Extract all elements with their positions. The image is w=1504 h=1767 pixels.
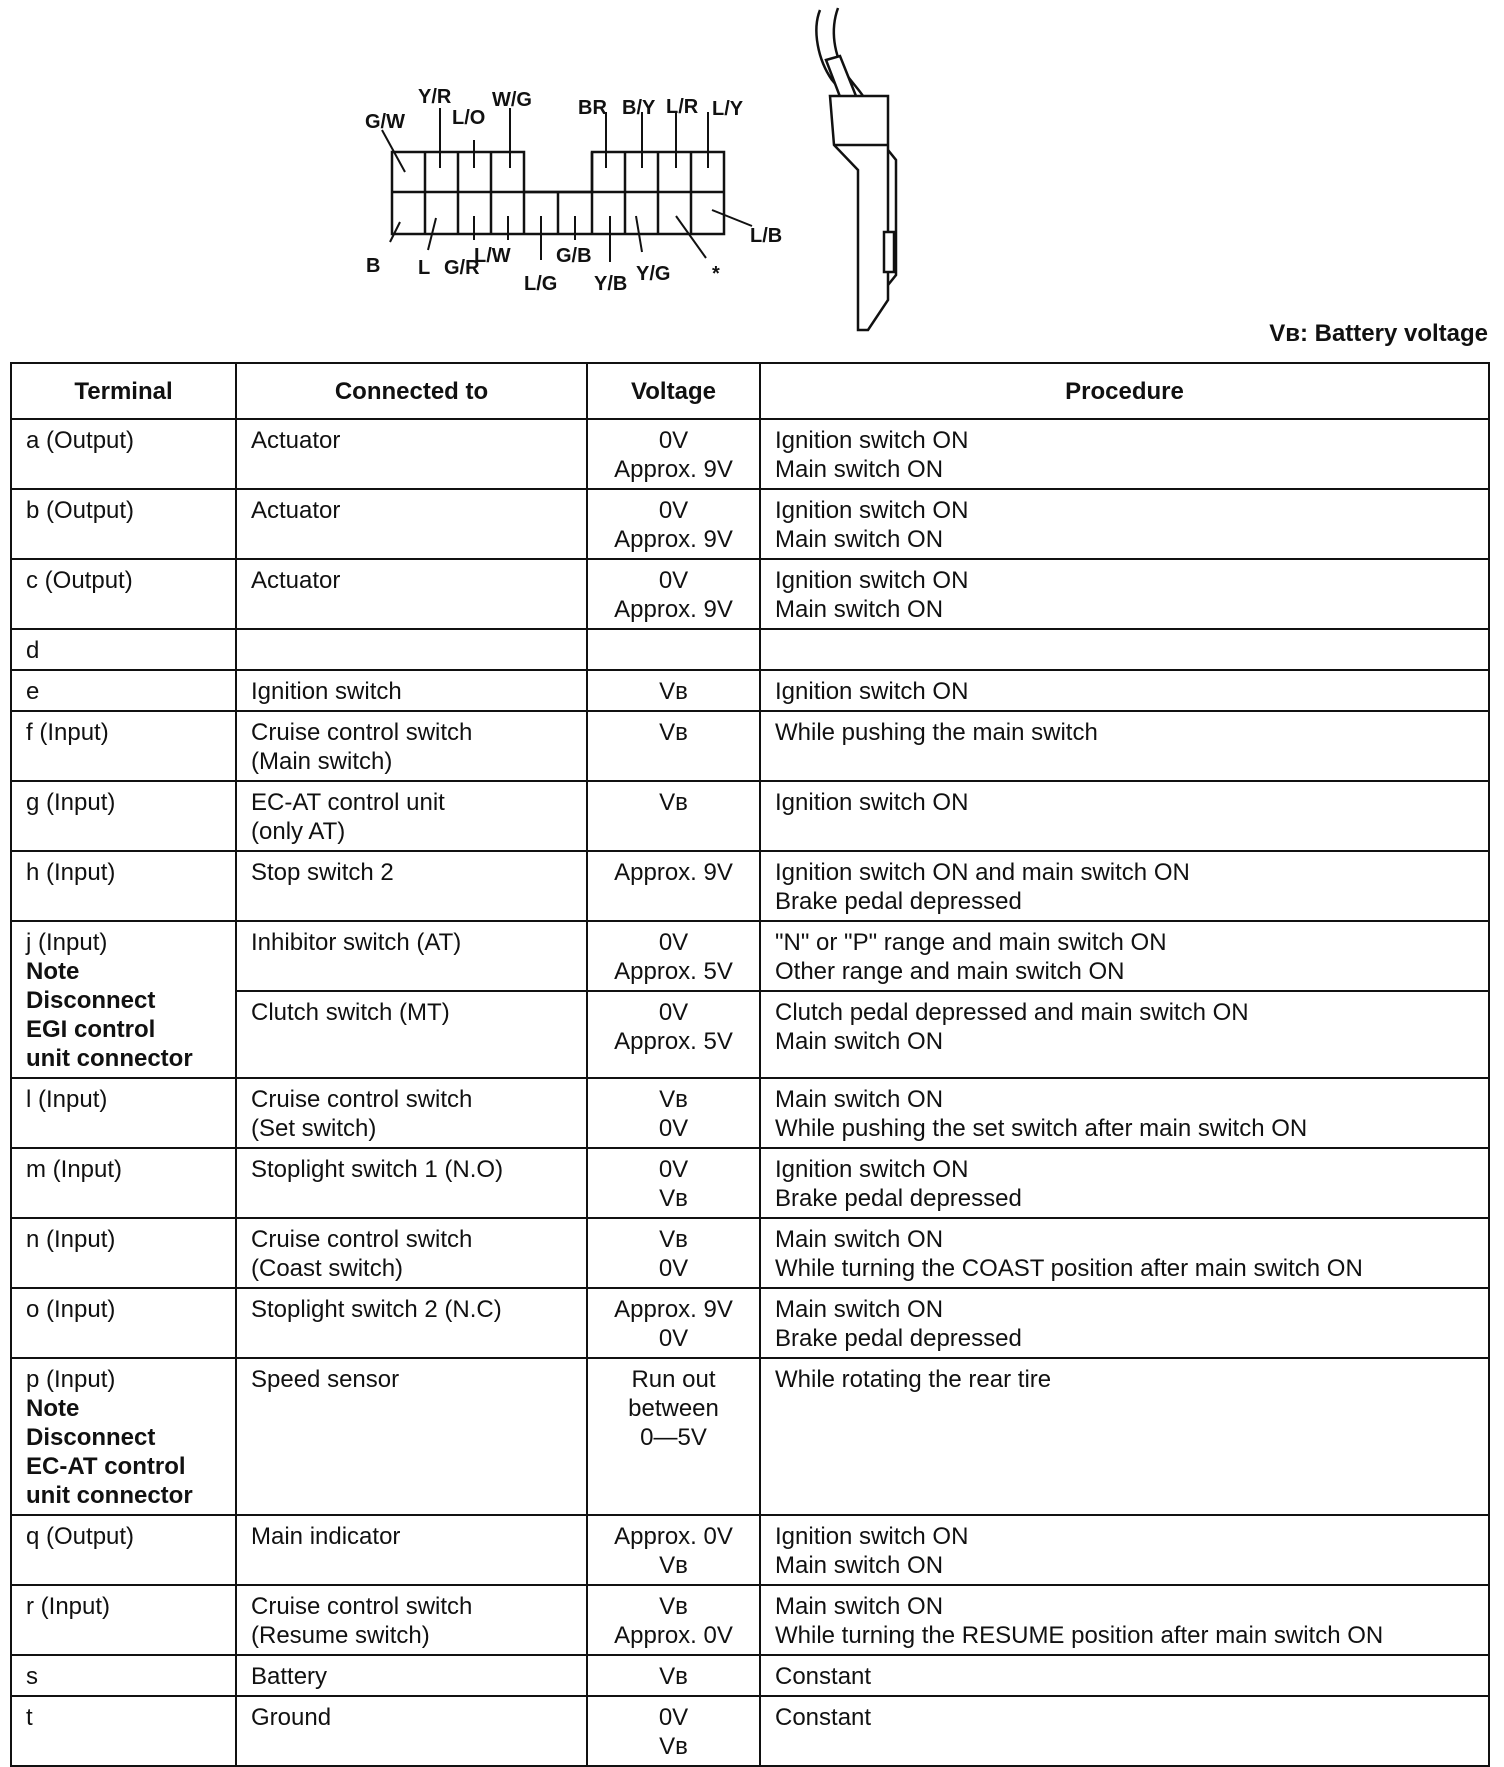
voltage-cell [587,1696,760,1766]
voltage-cell-line: Approx. 9V [614,859,733,886]
procedure-cell-line: Other range and main switch ON [775,958,1125,985]
terminal-label: t [26,1704,33,1731]
procedure-cell-line: Brake pedal depressed [775,888,1022,915]
procedure-cell-line: While pushing the set switch after main switch ON [775,1115,1308,1142]
wire-label-lg: L/G [524,273,558,295]
procedure-cell-line: Ignition switch ON [775,789,969,816]
header-connected-to: Connected to [236,363,587,419]
terminal-label: s [26,1663,38,1690]
voltage-cell-line: Approx. 9V [614,456,733,483]
connected-to-cell-line: Ground [251,1704,332,1731]
header-voltage: Voltage [587,363,760,419]
terminal-note-line: EC-AT control [26,1453,186,1480]
terminal-cell [11,1148,236,1218]
procedure-cell-line: "N" or "P" range and main switch ON [775,929,1167,956]
table-row [11,851,1489,921]
voltage-cell-line: 0V [658,929,689,956]
procedure-cell [760,1655,1489,1696]
terminal-label: o (Input) [26,1296,116,1323]
terminal-label: f (Input) [26,719,109,746]
procedure-cell [760,781,1489,851]
wire-label-by: B/Y [622,97,656,119]
procedure-cell [760,1148,1489,1218]
table-row [11,489,1489,559]
voltage-cell-line: 0V [658,1255,689,1282]
procedure-cell-line: Brake pedal depressed [775,1185,1022,1212]
connected-to-cell-line: (Main switch) [251,748,393,775]
procedure-cell-line: Main switch ON [775,1552,944,1579]
procedure-cell-line: Main switch ON [775,596,944,623]
voltage-cell-line: 0V [658,1156,689,1183]
voltage-cell [587,1148,760,1218]
terminal-label: r (Input) [26,1593,111,1620]
wire-label-star: * [712,263,720,285]
terminal-label: p (Input) [26,1366,116,1393]
voltage-cell-line: Vв [659,1226,688,1253]
connector-body [392,152,724,234]
procedure-cell [760,419,1489,489]
table-row [11,1585,1489,1655]
connected-to-cell-line: Cruise control switch [251,1593,473,1620]
connected-to-cell [236,1358,587,1515]
procedure-cell [760,1288,1489,1358]
connected-to-cell [236,559,587,629]
table-row [11,1078,1489,1148]
voltage-cell [587,489,760,559]
terminal-label: b (Output) [26,497,135,524]
connected-to-cell [236,1218,587,1288]
wire-label-gr: G/R [444,257,480,279]
procedure-cell-line: While pushing the main switch [775,719,1098,746]
connected-to-cell-line: Main indicator [251,1523,401,1550]
terminal-note-line: EGI control [26,1016,156,1043]
terminal-note-line: Note [26,958,80,985]
voltage-cell-line: Approx. 9V [614,596,733,623]
wire-label-yr: Y/R [418,86,452,108]
table-row [11,921,1489,991]
table-row [11,670,1489,711]
connected-to-cell-line: Stoplight switch 2 (N.C) [251,1296,502,1323]
table-row [11,1515,1489,1585]
procedure-cell-line: While rotating the rear tire [775,1366,1052,1393]
table-row [11,1655,1489,1696]
terminal-cell [11,1358,236,1515]
procedure-cell [760,1078,1489,1148]
connected-to-cell-line: Cruise control switch [251,1226,473,1253]
terminal-label: n (Input) [26,1226,116,1253]
voltage-cell [587,1655,760,1696]
wire-label-b: B [366,255,381,277]
voltage-cell [587,1078,760,1148]
voltage-cell-line: Vв [659,719,688,746]
connected-to-cell [236,991,587,1078]
terminal-label: g (Input) [26,789,116,816]
procedure-cell-line: Ignition switch ON and main switch ON [775,859,1190,886]
connected-to-cell [236,921,587,991]
connected-to-cell-line: Stoplight switch 1 (N.O) [251,1156,504,1183]
top-wire-labels [365,86,744,133]
procedure-cell-line: Brake pedal depressed [775,1325,1022,1352]
procedure-cell-line: Clutch pedal depressed and main switch ON [775,999,1249,1027]
voltage-cell [587,559,760,629]
table-row [11,781,1489,851]
voltage-cell [587,851,760,921]
terminal-label: q (Output) [26,1523,135,1550]
terminal-label: m (Input) [26,1156,123,1183]
terminal-note-line: Note [26,1395,80,1422]
connected-to-cell [236,1696,587,1766]
terminal-cell [11,1288,236,1358]
connected-to-cell-line: (Set switch) [251,1115,377,1142]
connected-to-cell-line: Cruise control switch [251,1086,473,1113]
procedure-cell-line: Main switch ON [775,1028,944,1056]
procedure-cell-line: While turning the RESUME position after main switch ON [775,1622,1384,1649]
connected-to-cell-line: Battery [251,1663,328,1690]
voltage-cell-line: 0V [658,427,689,454]
connected-to-cell [236,1655,587,1696]
procedure-cell [760,991,1489,1078]
procedure-cell-line: Ignition switch ON [775,567,969,594]
procedure-cell-line: Constant [775,1663,872,1690]
voltage-cell-line: Approx. 5V [614,958,733,985]
procedure-cell [760,1696,1489,1766]
battery-voltage-note: Vв: Battery voltage [1269,320,1488,347]
procedure-cell-line: Main switch ON [775,526,944,553]
voltage-cell-line: 0—5V [640,1424,707,1451]
connected-to-cell-line: (Coast switch) [251,1255,404,1282]
procedure-cell-line: Main switch ON [775,456,944,483]
table-row [11,1288,1489,1358]
procedure-cell [760,921,1489,991]
voltage-cell-line: Vв [659,1552,688,1579]
voltage-cell [587,1288,760,1358]
terminal-cell [11,1585,236,1655]
connected-to-cell [236,489,587,559]
terminal-cell [11,419,236,489]
wire-label-lw: L/W [474,245,511,267]
terminal-cell [11,711,236,781]
header-terminal: Terminal [11,363,236,419]
voltage-cell-line: Vв [659,1733,688,1760]
terminal-note-line: unit connector [26,1482,193,1509]
connected-to-cell [236,1515,587,1585]
wire-label-lr: L/R [666,96,699,118]
procedure-cell-line: While turning the COAST position after main switch ON [775,1255,1363,1282]
voltage-cell [587,1218,760,1288]
procedure-cell-line: Ignition switch ON [775,427,969,454]
wire-label-br: BR [578,97,607,119]
connected-to-cell-line: (only AT) [251,818,346,845]
wire-label-gw: G/W [365,111,405,133]
voltage-cell [587,1515,760,1585]
terminal-cell [11,559,236,629]
wire-label-yg: Y/G [636,263,671,285]
procedure-cell [760,1218,1489,1288]
procedure-cell [760,559,1489,629]
procedure-cell-line: Main switch ON [775,1296,944,1323]
connected-to-cell [236,1078,587,1148]
terminal-cell [11,1655,236,1696]
voltage-cell [587,1585,760,1655]
voltage-cell-line: Vв [659,789,688,816]
procedure-cell [760,489,1489,559]
terminal-cell [11,1218,236,1288]
voltage-cell [587,629,760,670]
voltage-cell [587,1358,760,1515]
voltage-cell-line: 0V [658,567,689,594]
terminal-note-line: unit connector [26,1045,193,1072]
terminal-cell [11,1515,236,1585]
terminal-cell [11,1696,236,1766]
connected-to-cell [236,629,587,670]
voltage-cell-line: 0V [658,999,689,1027]
connected-to-cell [236,1585,587,1655]
wire-label-lo: L/O [452,107,486,129]
table-row [11,629,1489,670]
procedure-cell-line: Ignition switch ON [775,1156,969,1183]
voltage-cell-line: between [628,1395,719,1422]
wire-label-gb: G/B [556,245,592,267]
connected-to-cell-line: Inhibitor switch (AT) [251,929,462,956]
connected-to-cell-line: Ignition switch [251,678,402,705]
connected-to-cell [236,711,587,781]
connected-to-cell-line: Speed sensor [251,1366,400,1393]
table-row [11,1358,1489,1515]
connected-to-cell-line: Stop switch 2 [251,859,394,886]
voltage-cell-line: Vв [659,1086,688,1113]
voltage-cell-line: Approx. 9V [614,526,733,553]
voltage-cell [587,419,760,489]
terminal-label: a (Output) [26,427,135,454]
procedure-cell-line: Main switch ON [775,1226,944,1253]
terminal-cell [11,489,236,559]
voltage-cell-line: Run out [631,1366,716,1393]
connected-to-cell-line: (Resume switch) [251,1622,430,1649]
voltage-cell-line: Approx. 0V [614,1622,733,1649]
wire-leader-lines [382,108,752,262]
voltage-cell-line: 0V [658,1704,689,1731]
connected-to-cell [236,1148,587,1218]
connected-to-cell [236,419,587,489]
terminal-cell [11,629,236,670]
connector-diagram [0,0,1504,350]
table-row [11,1696,1489,1766]
voltage-cell-line: 0V [658,1325,689,1352]
voltage-cell-line: Vв [659,678,688,705]
voltage-cell-line: Vв [659,1593,688,1620]
terminal-cell [11,921,236,1078]
voltage-cell-line: Vв [659,1663,688,1690]
table-row [11,711,1489,781]
terminal-cell [11,1078,236,1148]
table-row [11,419,1489,489]
connected-to-cell-line: Actuator [251,567,341,594]
procedure-cell [760,851,1489,921]
terminal-label: c (Output) [26,567,133,594]
connected-to-cell-line: Cruise control switch [251,719,473,746]
procedure-cell [760,629,1489,670]
connector-side-view [816,8,896,330]
procedure-cell [760,1358,1489,1515]
connected-to-cell-line: Actuator [251,427,341,454]
wire-label-yb: Y/B [594,273,628,295]
procedure-cell-line: Ignition switch ON [775,1523,969,1550]
terminal-cell [11,781,236,851]
table-row [11,1218,1489,1288]
wire-label-l: L [418,257,431,279]
voltage-cell [587,670,760,711]
wire-label-lb: L/B [750,225,783,247]
terminal-label: h (Input) [26,859,116,886]
voltage-cell-line: Approx. 5V [614,1028,733,1056]
connected-to-cell [236,1288,587,1358]
voltage-cell-line: Approx. 9V [614,1296,733,1323]
terminal-label: j (Input) [26,929,108,956]
procedure-cell-line: Constant [775,1704,872,1731]
header-procedure: Procedure [760,363,1489,419]
terminal-label: d [26,637,40,664]
procedure-cell-line: Main switch ON [775,1593,944,1620]
procedure-cell [760,670,1489,711]
terminal-label: e [26,678,40,705]
procedure-cell-line: Main switch ON [775,1086,944,1113]
procedure-cell [760,711,1489,781]
procedure-cell [760,1585,1489,1655]
procedure-cell-line: Ignition switch ON [775,678,969,705]
voltage-cell-line: 0V [658,497,689,524]
voltage-cell-line: 0V [658,1115,689,1142]
voltage-cell-line: Vв [659,1185,688,1212]
wire-label-ly: L/Y [712,98,744,120]
connected-to-cell [236,851,587,921]
terminal-voltage-table [10,362,1490,1767]
terminal-cell [11,670,236,711]
voltage-cell [587,921,760,991]
connected-to-cell-line: Clutch switch (MT) [251,999,450,1027]
terminal-label: l (Input) [26,1086,108,1113]
table-header-row [11,363,1489,419]
connected-to-cell-line: EC-AT control unit [251,789,445,816]
terminal-cell [11,851,236,921]
voltage-cell [587,781,760,851]
procedure-cell-line: Ignition switch ON [775,497,969,524]
voltage-cell [587,711,760,781]
wire-label-wg: W/G [492,89,532,111]
voltage-cell [587,991,760,1078]
table-row [11,1148,1489,1218]
connected-to-cell-line: Actuator [251,497,341,524]
procedure-cell [760,1515,1489,1585]
terminal-note-line: Disconnect [26,987,156,1014]
terminal-note-line: Disconnect [26,1424,156,1451]
table-row [11,559,1489,629]
connected-to-cell [236,670,587,711]
table-body [11,419,1489,1766]
connected-to-cell [236,781,587,851]
voltage-cell-line: Approx. 0V [614,1523,733,1550]
